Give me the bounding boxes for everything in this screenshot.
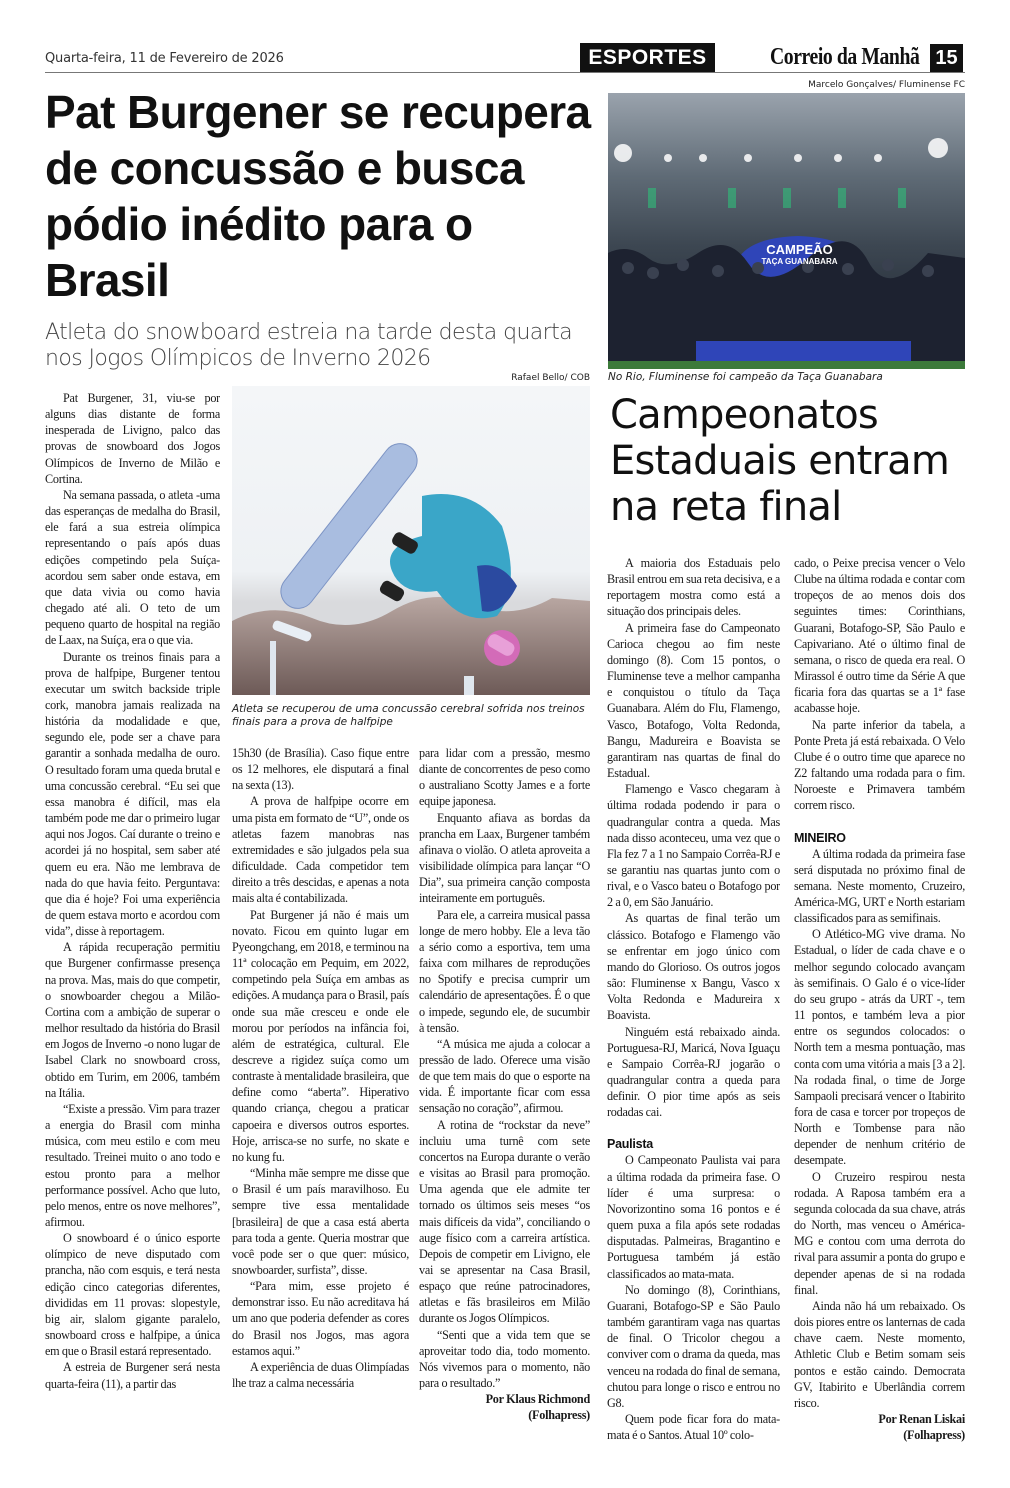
story2-photo-credit: Marcelo Gonçalves/ Fluminense FC <box>808 80 965 90</box>
story1-photo-caption: Atleta se recuperou de uma concussão cerebral sofrida nos treinos finais para a prova de halfpipe <box>232 703 585 728</box>
body-paragraph: para lidar com a pressão, mesmo diante de concorrentes de peso como o australiano Scotty James e a forte equipe japonesa. <box>419 746 590 809</box>
newspaper-name: Correio da Manhã <box>770 44 920 70</box>
story1-column-3 <box>419 745 590 1450</box>
body-paragraph: A rápida recuperação permitiu que Burgener confirmasse presença na prova. Mas, mais do que competir, o snowboarder chegou a Milão-Cortina com a ambição de superar o melhor resultado da história do Brasil em Jogos de Inverno -o nono lugar de Isabel Clark no snowboard cross, obtido em Turim, em 2006, também na Itália. <box>45 940 220 1100</box>
body-paragraph: O Campeonato Paulista vai para a última rodada da primeira fase. O líder é uma surpresa: o Novorizontino soma 16 pontos e é quem puxa a fila após sete rodadas disputadas. Palmeiras, Bragantino e Portuguesa também já estão classificados ao mata-mata. <box>607 1153 780 1281</box>
story1-column-2 <box>232 745 409 1450</box>
photo-banner-subtitle: TAÇA GUANABARA <box>761 257 838 266</box>
story1-photo-credit: Rafael Bello/ COB <box>511 373 590 383</box>
body-paragraph: A experiência de duas Olimpíadas lhe traz a calma necessária <box>232 1359 409 1391</box>
body-paragraph: Quem pode ficar fora do mata-mata é o Santos. Atual 10º colo- <box>607 1411 780 1443</box>
photo-banner-top: CAMPEÃO <box>766 242 833 257</box>
stadium-illustration <box>608 93 965 369</box>
body-paragraph: A última rodada da primeira fase será disputada no próximo final de semana. Neste momento, Cruzeiro, América-MG, URT e North estariam classificados para as semifinais. <box>794 846 965 926</box>
story2-photo-caption: No Rio, Fluminense foi campeão da Taça Guanabara <box>608 371 883 383</box>
story2-column-2 <box>794 555 965 1450</box>
section-label: ESPORTES <box>580 43 715 72</box>
body-paragraph: Durante os treinos finais para a prova de halfpipe, Burgener tentou executar um switch backside triple cork, manobra jamais realizada na história da modalidade e que, segundo ele, pode ser a chave para garantir a sonhada medalha de ouro. O resultado foram uma queda brutal e uma concussão cerebral. “Eu sei que essa manobra é difícil, mas ela também pode me dar o primeiro lugar aqui nos Jogos. Caí durante o treino e acordei já no hospital, sem saber até quem eu era. Não me lembrava de nada do que havia feito. Perguntava: que dia é hoje? Foi uma experiência de quem estava morto e acordou com vida”, disse à reportagem. <box>45 649 220 939</box>
body-paragraph: A primeira fase do Campeonato Carioca chegou ao fim neste domingo (8). Com 15 pontos, o Fluminense teve a melhor campanha e conquistou o título da Taça Guanabara. Além do Flu, Flamengo, Vasco, Botafogo, Volta Redonda, Bangu, Madureira e Boavista se garantiram nas quartas de final do Estadual. <box>607 620 780 781</box>
header-divider <box>45 72 965 73</box>
body-paragraph: Na semana passada, o atleta -uma das esperanças de medalha do Brasil, ele fará a sua estreia olímpica representando o país após duas edições competindo pela Suíça- acordou sem saber onde estava, em que data vivia ou como havia chegado até ali. O teto de um pequeno quarto de hospital na região de Laax, na Suíça, era o que via. <box>45 487 220 648</box>
body-paragraph: “Existe a pressão. Vim para trazer a energia do Brasil com minha música, com meu estilo e com meu resultado. Treinei muito o ano todo e estou pronto para a melhor performance possível. Acho que luto, pelo menos, entre os nove melhores”, afirmou. <box>45 1101 220 1229</box>
snowboard-photo <box>232 386 590 695</box>
body-paragraph: A rotina de “rockstar da neve” incluiu uma turnê com sete concertos na Europa durante o verão e visitas ao Brasil para promoção. Uma agenda que ele admite ter tornado os últimos seis meses “os mais difíceis da vida”, conciliando o auge físico com a carreira artística. Depois de competir em Livigno, ele vai se apresentar na Casa Brasil, espaço que reúne patrocinadores, atletas e fãs brasileiros em Milão durante os Jogos Olímpicos. <box>419 1117 590 1326</box>
body-paragraph: cado, o Peixe precisa vencer o Velo Clube na última rodada e contar com tropeços de ao menos dois dos seguintes times: Corinthians, Guarani, Botafogo-SP, São Paulo e Capivariano. Até o último final de semana, o risco de queda era real. O Mirassol é outro time da Série A que ficaria fora das quartas se a 1ª fase acabasse hoje. <box>794 556 965 716</box>
byline: Por Klaus Richmond <box>485 1392 590 1407</box>
issue-date: Quarta-feira, 11 de Fevereiro de 2026 <box>45 51 284 66</box>
snowboarder-illustration <box>232 386 590 695</box>
body-paragraph: “Para mim, esse projeto é demonstrar isso. Eu não acreditava há um ano que poderia defender as cores do Brasil nos Jogos, mas agora estamos aqui.” <box>232 1279 409 1358</box>
body-paragraph: Flamengo e Vasco chegaram à última rodada podendo ir para o quadrangular contra a queda. Mas nada disso aconteceu, uma vez que o Fla fez 7 a 1 no Sampaio Corrêa-RJ e se garantiu nas quartas junto com o rival, e o Vasco bateu o Botafogo por 2 a 0, em São Januário. <box>607 782 780 910</box>
story2-column-1 <box>607 555 780 1450</box>
fluminense-celebration-photo <box>608 93 965 369</box>
body-paragraph: “Senti que a vida tem que se aproveitar todo dia, todo momento. Nós vivemos para o momento, não para o resultado.” <box>419 1327 590 1391</box>
byline: (Folhapress) <box>528 1408 590 1423</box>
story1-column-1 <box>45 390 220 1450</box>
body-paragraph: No domingo (8), Corinthians, Guarani, Botafogo-SP e São Paulo também garantiram vaga nas quartas de final. O Tricolor chegou a conviver com o drama da queda, mas venceu na rodada do final de semana, chutou para longe o risco e entrou no G8. <box>607 1282 780 1410</box>
body-paragraph: Para ele, a carreira musical passa longe de mero hobby. Ele a leva tão a sério como a esportiva, tem uma faixa com milhares de reproduções no Spotify e precisa cumprir um calendário de apresentações. É o que o impede, segundo ele, de sucumbir à tensão. <box>419 907 590 1035</box>
body-paragraph: A estreia de Burgener será nesta quarta-feira (11), a partir das <box>45 1360 220 1391</box>
body-paragraph: 15h30 (de Brasília). Caso fique entre os 12 melhores, ele disputará a final na sexta (13). <box>232 746 409 793</box>
body-paragraph: Pat Burgener já não é mais um novato. Ficou em quinto lugar em Pyeongchang, em 2018, e terminou na 11ª colocação em Pequim, em 2022, competindo pela Suíça em ambas as edições. A mudança para o Brasil, país onde sua mãe cresceu e onde ele morou por períodos na infância foi, além de estratégica, cultural. Ele descreve a rigidez suíça como um contraste à mentalidade brasileira, que define como “aberta”. Hiperativo quando criança, chegou a praticar capoeira e diversos outros esportes. Hoje, arrisca-se no surfe, no skate e no kung fu. <box>232 907 409 1164</box>
body-paragraph: Enquanto afiava as bordas da prancha em Laax, Burgener também afinava o violão. O atleta aproveita a visibilidade olímpica para lançar “O Dia”, sua primeira canção composta inteiramente em português. <box>419 810 590 906</box>
body-paragraph: Pat Burgener, 31, viu-se por alguns dias distante de forma inesperada de Livigno, palco das provas de snowboard dos Jogos Olímpicos de Inverno de Milão e Cortina. <box>45 391 220 486</box>
body-paragraph: “A música me ajuda a colocar a pressão de lado. Oferece uma visão de que tem mais do que o esporte na vida. É importante ficar com essa sensação no coração”, afirmou. <box>419 1036 590 1116</box>
story1-headline: Pat Burgener se recupera de concussão e busca pódio inédito para o Brasil <box>45 86 591 306</box>
story2-headline: Campeonatos Estaduais entram na reta final <box>610 392 949 530</box>
body-paragraph: Na parte inferior da tabela, a Ponte Preta já está rebaixada. O Velo Clube é o outro time que aparece no Z2 faltando uma rodada para o fim. Noroeste e Primavera também correm risco. <box>794 717 965 813</box>
page-number: 15 <box>930 44 963 72</box>
subsection-heading: Paulista <box>607 1137 653 1152</box>
body-paragraph: Ainda não há um rebaixado. Os dois piores entre os lanternas de cada chave caem. Neste momento, Athletic Club e Betim somam seis pontos e estão caindo. Democrata GV, Itabirito e Uberlândia correm risco. <box>794 1298 965 1410</box>
byline: (Folhapress) <box>903 1428 965 1443</box>
body-paragraph: O Atlético-MG vive drama. No Estadual, o líder de cada chave e o melhor segundo colocado avançam às semifinais. O Galo é o vice-líder do seu grupo - atrás da URT -, tem 11 pontos, e também leva a pior entre os segundos colocados: o North tem a mesma pontuação, mas conta com uma vitória a mais [3 a 2]. Na rodada final, o time de Jorge Sampaoli precisará vencer o Itabirito fora de casa e torcer por tropeços de North e Tombense para não depender de nenhum critério de desempate. <box>794 927 965 1168</box>
body-paragraph: O Cruzeiro respirou nesta rodada. A Raposa também era a segunda colocada da sua chave, atrás do North, mas venceu o América-MG e contou com uma derrota do rival para assumir a ponta do grupo e depender apenas de si na rodada final. <box>794 1169 965 1297</box>
body-paragraph: A prova de halfpipe ocorre em uma pista em formato de “U”, onde os atletas fazem manobras nas extremidades e são julgados pela sua dificuldade. Cada competidor tem direito a três descidas, e apenas a nota mais alta é contabilizada. <box>232 794 409 906</box>
subsection-heading: MINEIRO <box>794 830 846 845</box>
body-paragraph: A maioria dos Estaduais pelo Brasil entrou em sua reta decisiva, e a reportagem mostra como está a situação dos principais deles. <box>607 556 780 619</box>
body-paragraph: O snowboard é o único esporte olímpico de neve disputado com prancha, não com esquis, e terá nesta edição cinco categorias diferentes, divididas em 11 provas: slopestyle, big air, slalom gigante paralelo, snowboard cross e halfpipe, a única em que o Brasil estará representado. <box>45 1231 220 1359</box>
story1-subheadline: Atleta do snowboard estreia na tarde desta quarta nos Jogos Olímpicos de Inverno 2026 <box>45 320 573 371</box>
byline: Por Renan Liskai <box>878 1411 965 1426</box>
body-paragraph: “Minha mãe sempre me disse que o Brasil é um país maravilhoso. Eu sempre tive essa mentalidade [brasileira] de que a casa está aberta para toda a gente. Queria mostrar que você pode ser o que quer: músico, snowboarder, surfista”, disse. <box>232 1166 409 1277</box>
body-paragraph: Ninguém está rebaixado ainda. Portuguesa-RJ, Maricá, Nova Iguaçu e Sampaio Corrêa-RJ jogarão o quadrangular contra a queda para definir. O pior time após as seis rodadas cai. <box>607 1024 780 1120</box>
body-paragraph: As quartas de final terão um clássico. Botafogo e Flamengo vão se enfrentar em jogo único com mando do Glorioso. Os outros jogos são: Fluminense x Bangu, Vasco x Volta Redonda e Madureira x Boavista. <box>607 911 780 1023</box>
